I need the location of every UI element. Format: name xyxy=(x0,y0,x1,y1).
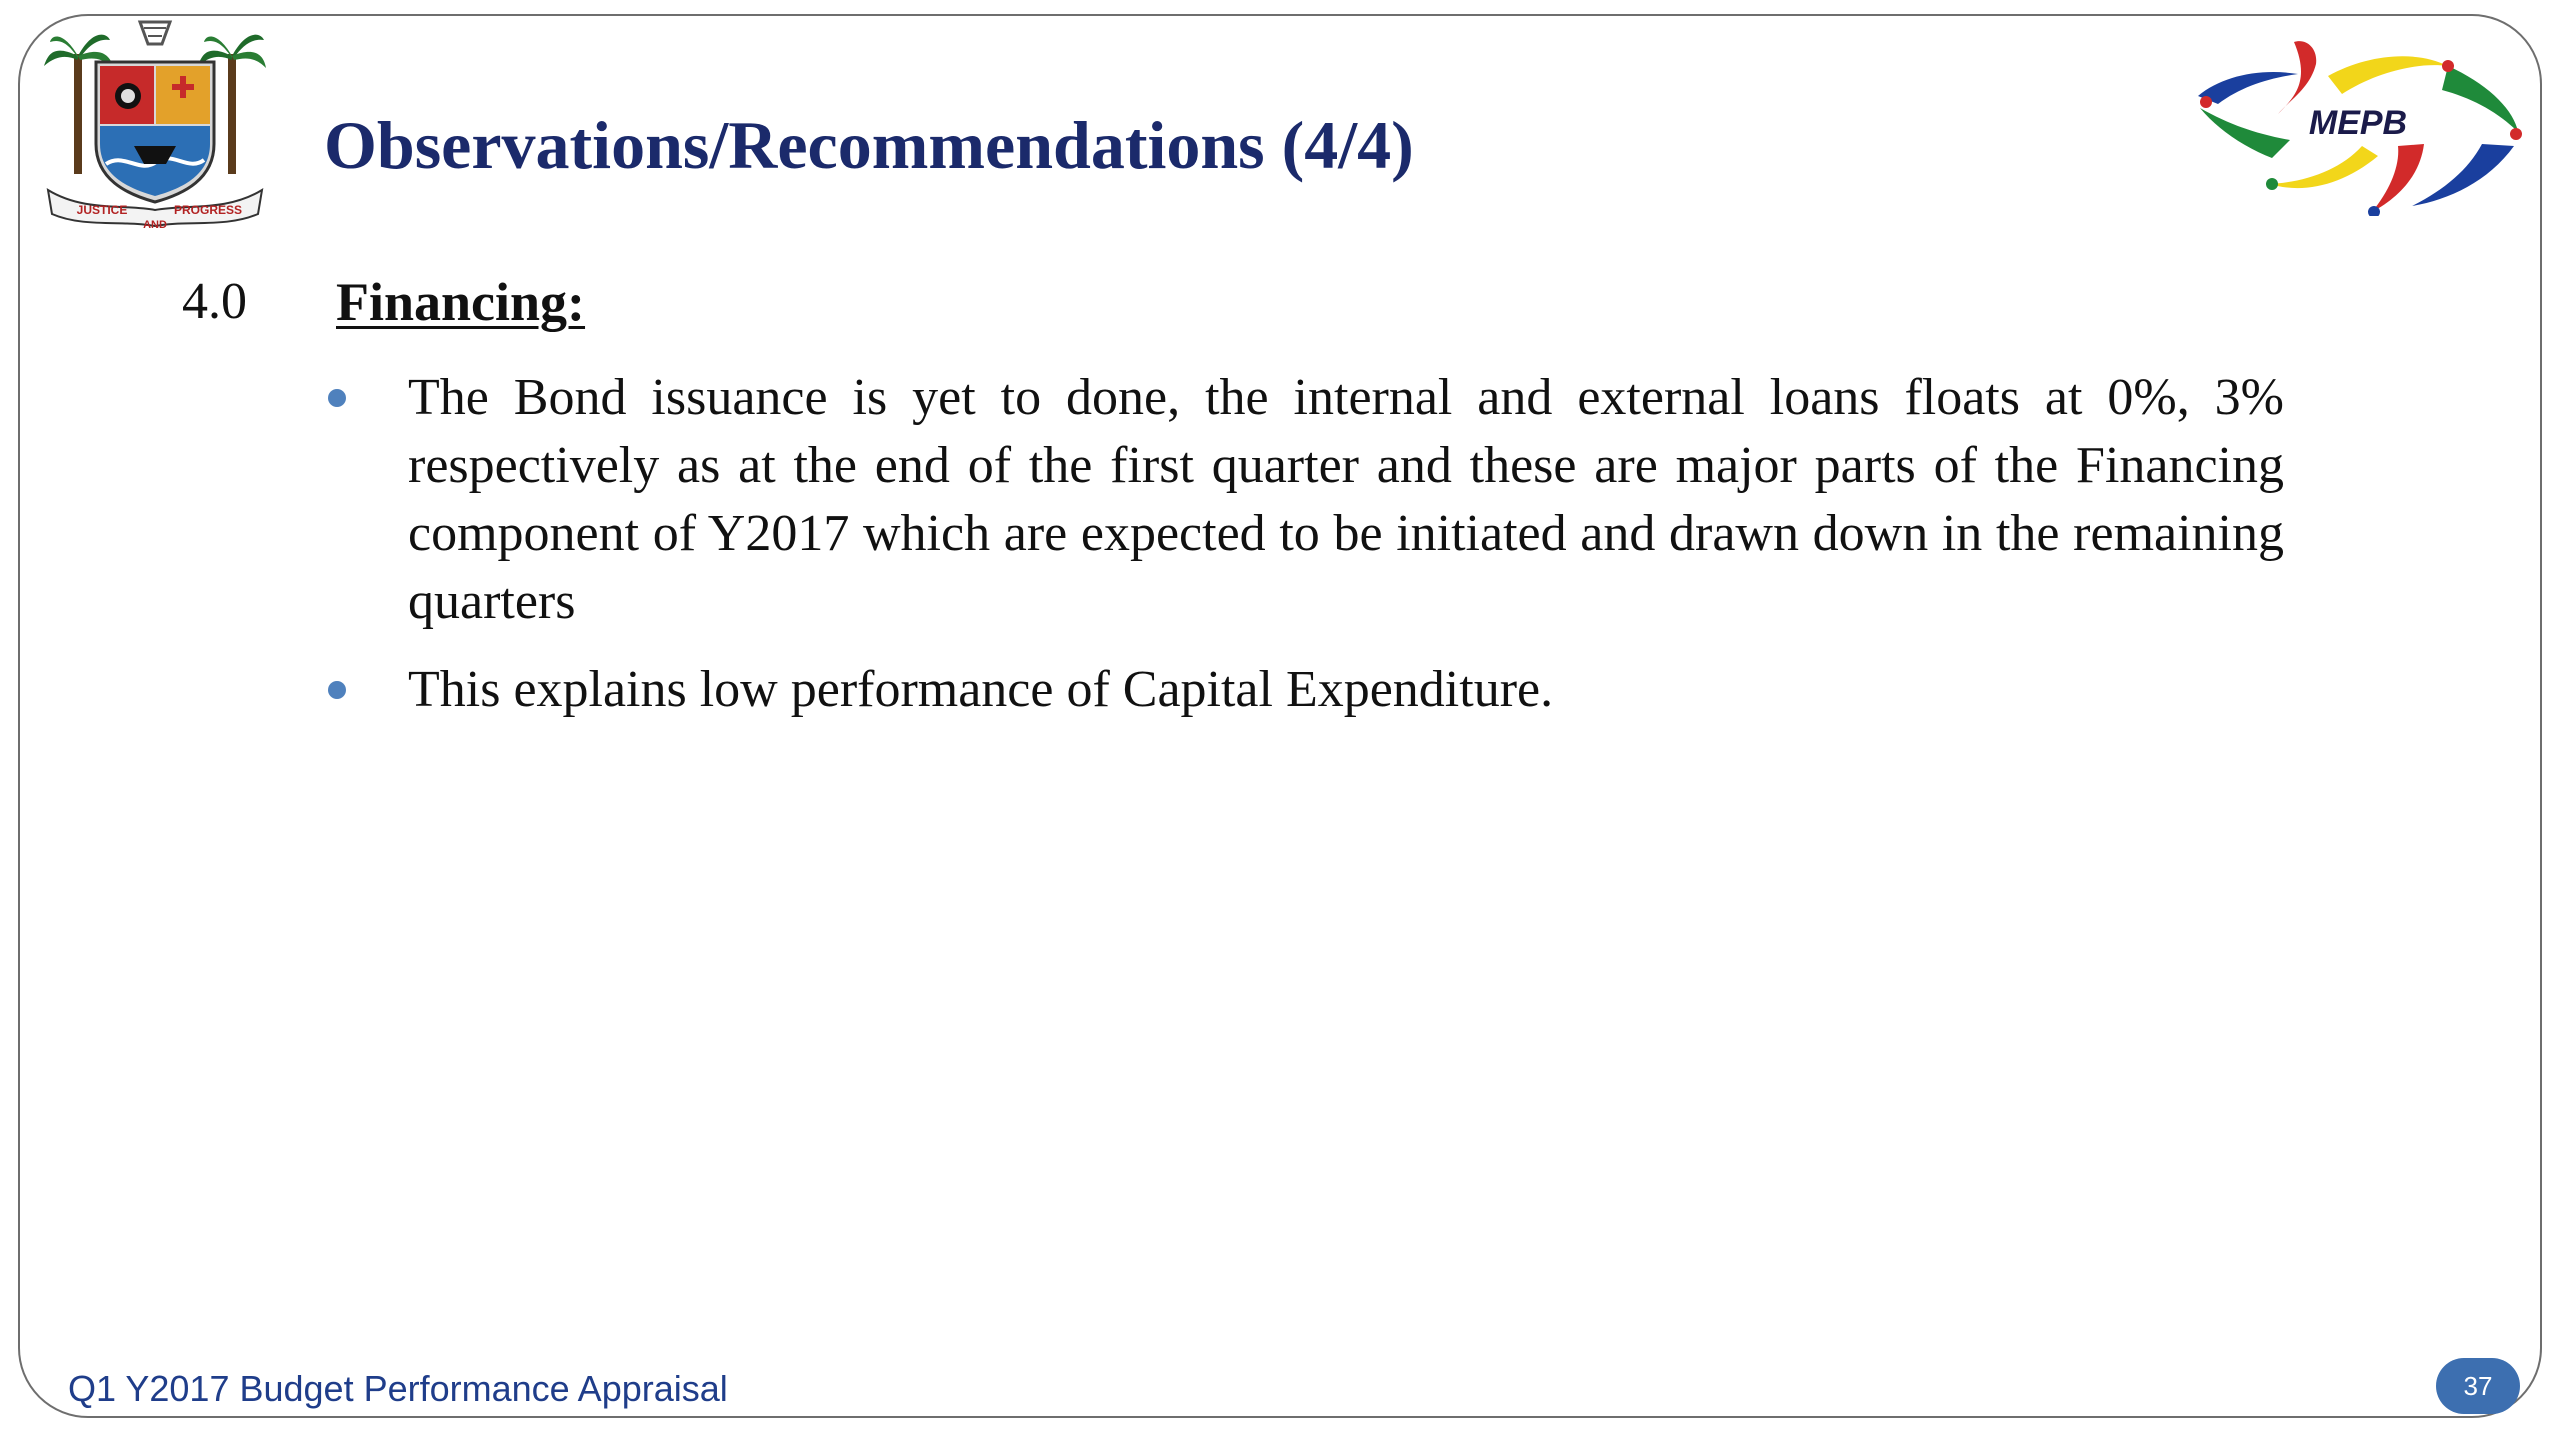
section-title: Financing: xyxy=(336,272,586,332)
mepb-logo-text: MEPB xyxy=(2308,104,2408,142)
section-number: 4.0 xyxy=(182,273,247,330)
list-item xyxy=(328,364,2284,636)
slide-title: Observations/Recommendations (4/4) xyxy=(324,107,1414,183)
bullet-icon xyxy=(328,389,346,407)
motto-middle: AND xyxy=(143,219,167,231)
list-item xyxy=(328,656,2284,724)
page-number-badge: 37 xyxy=(2436,1358,2520,1414)
bullet-list xyxy=(328,364,2284,744)
bullet-text: The Bond issuance is yet to done, the internal and external loans floats at 0%, 3% respectively as at the end of the first quarter and these are major parts of the Financing component of Y2017 which are expected to be initiated and drawn down in the remaining quarters xyxy=(408,369,2284,630)
bullet-text: This explains low performance of Capital Expenditure. xyxy=(408,661,1554,718)
bullet-icon xyxy=(328,681,346,699)
motto-left: JUSTICE xyxy=(76,203,128,217)
mepb-logo-icon xyxy=(2198,36,2522,216)
lagos-state-coat-of-arms-icon xyxy=(44,14,266,236)
motto-right: PROGRESS xyxy=(173,203,243,217)
footer-text: Q1 Y2017 Budget Performance Appraisal xyxy=(68,1368,728,1409)
